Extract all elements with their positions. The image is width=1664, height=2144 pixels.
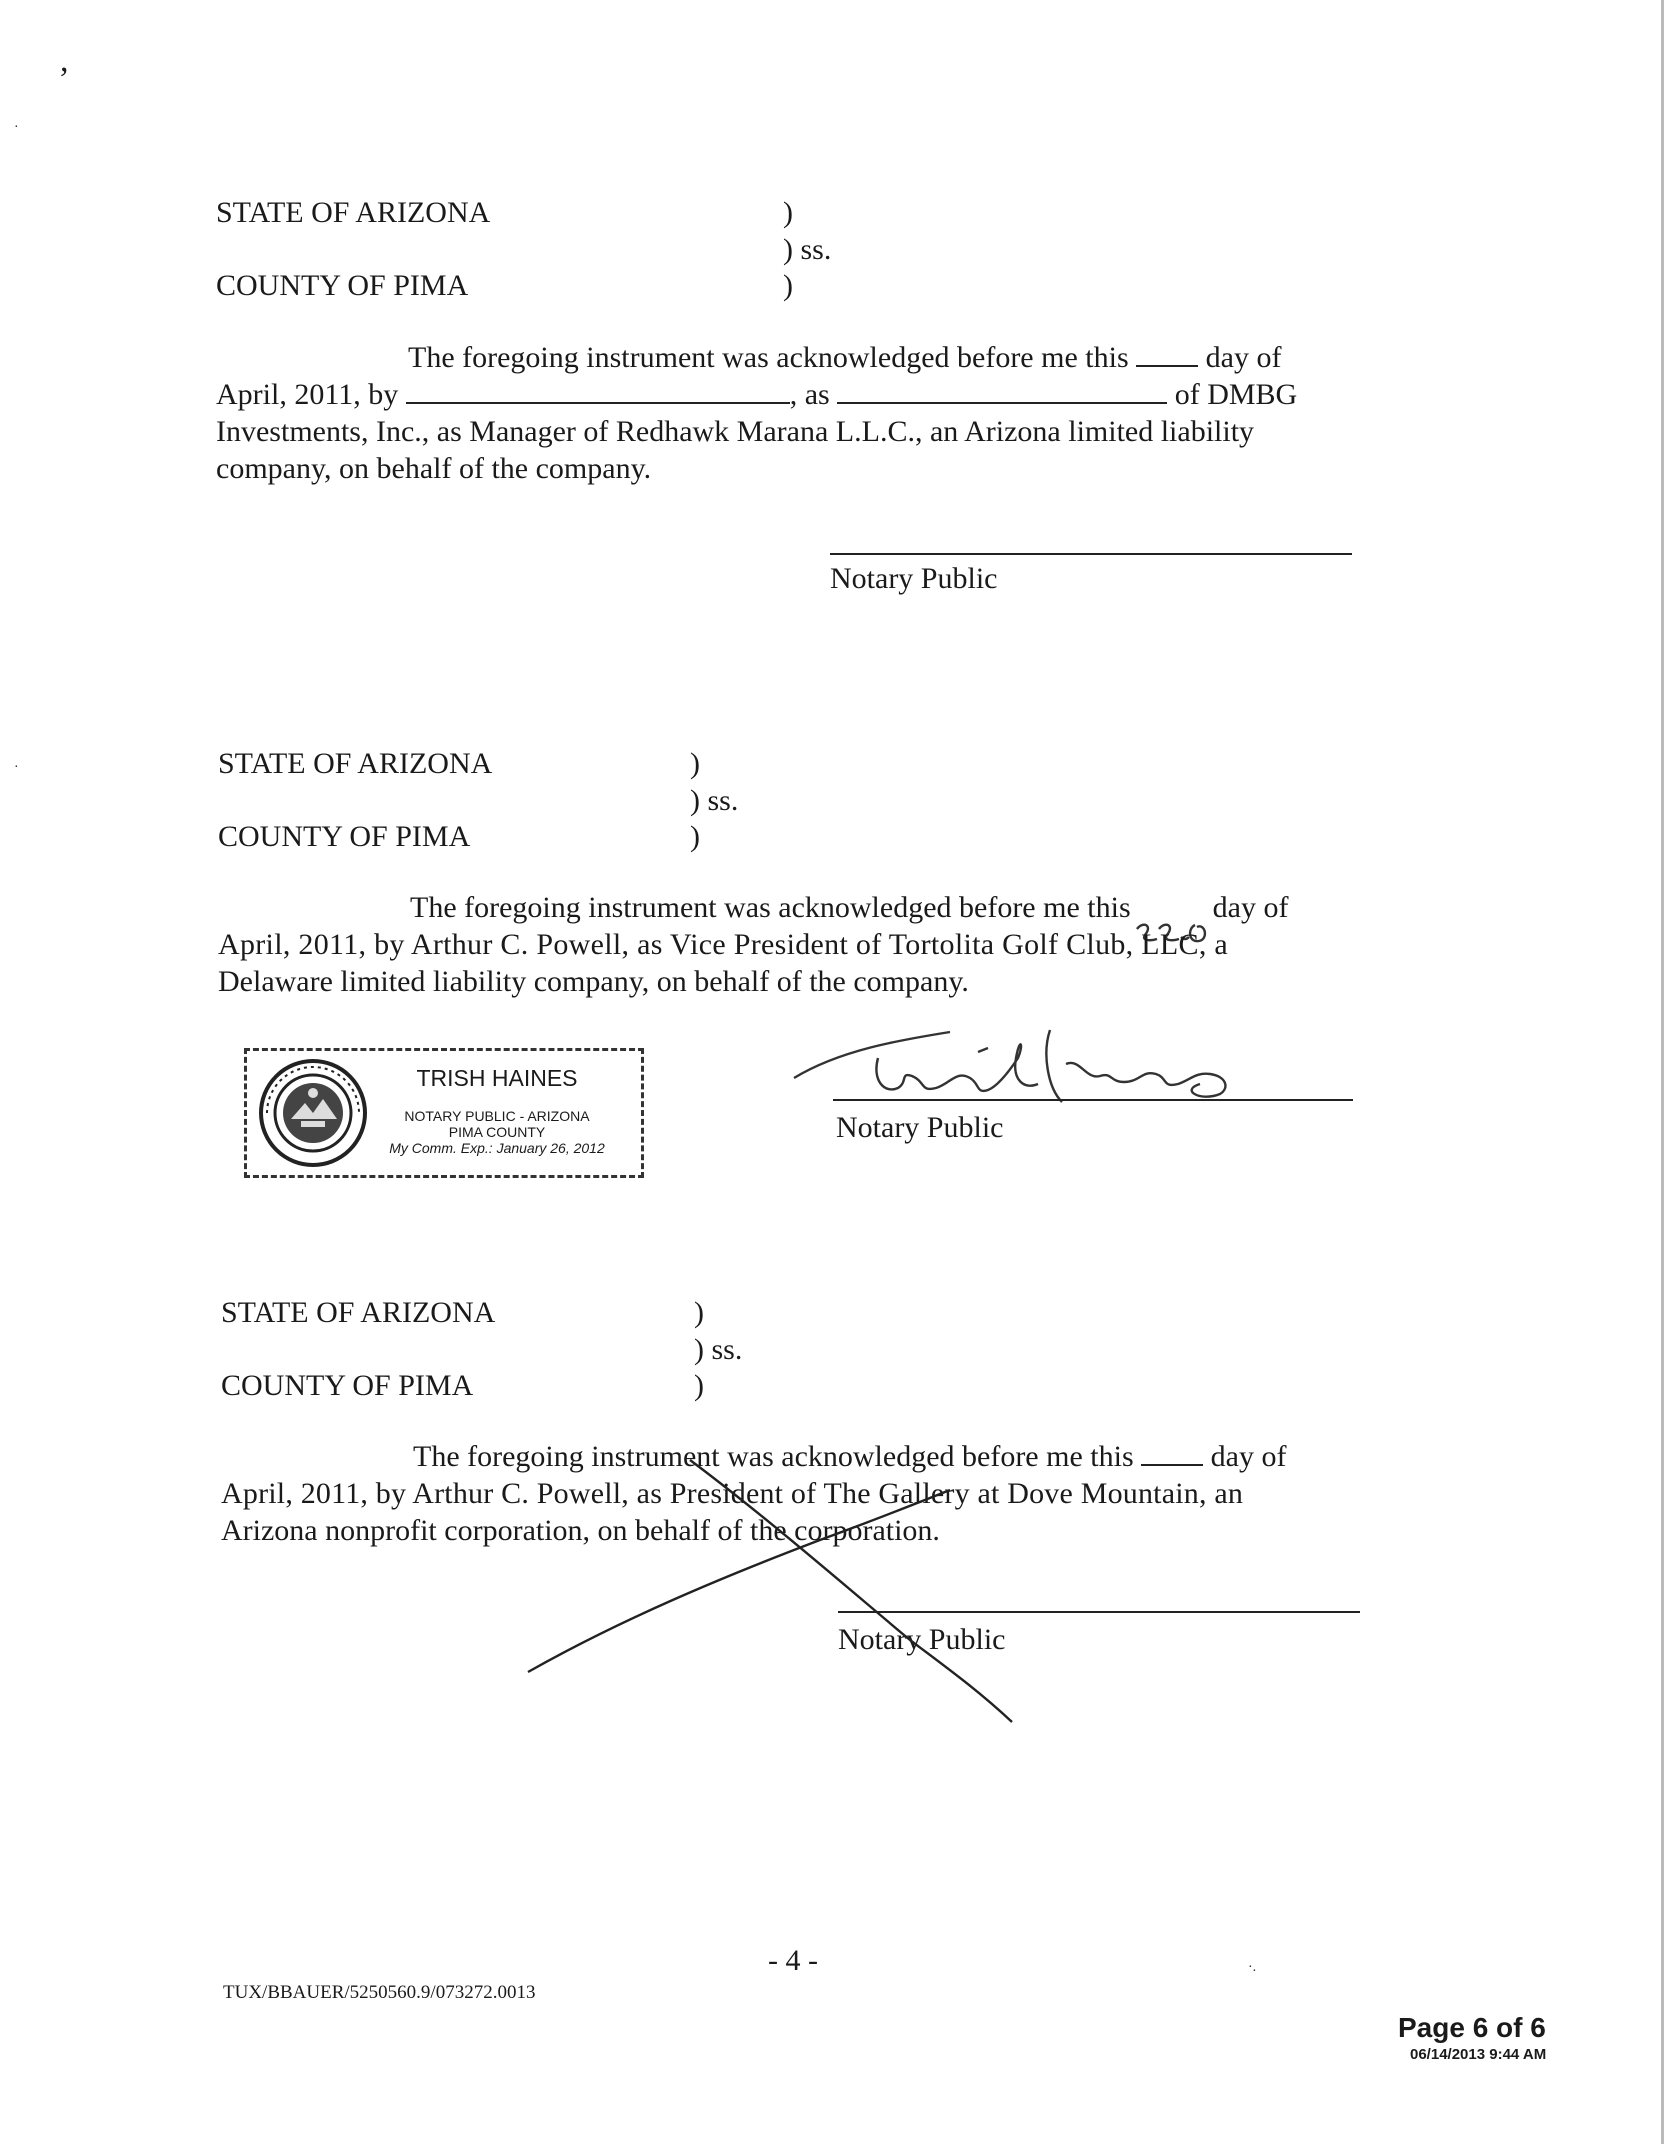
signature-line bbox=[833, 1099, 1353, 1101]
notary-public-label: Notary Public bbox=[838, 1623, 1006, 1656]
ss-label: ) ss. bbox=[690, 784, 739, 817]
ack-as: , as bbox=[789, 378, 830, 411]
scan-mark: ·. bbox=[1248, 1960, 1257, 1975]
ss-label: ) ss. bbox=[694, 1333, 743, 1366]
document-id: TUX/BBAUER/5250560.9/073272.0013 bbox=[223, 1982, 536, 2003]
ack-line-2: April, 2011, by Arthur C. Powell, as President of The Gallery at Dove Mountain, an bbox=[221, 1477, 1244, 1510]
scan-mark: , bbox=[60, 42, 69, 79]
state-label: STATE OF ARIZONA bbox=[218, 747, 493, 780]
page-of-label: Page 6 of 6 bbox=[1398, 2012, 1546, 2043]
ack-intro: The foregoing instrument was acknowledged before me this bbox=[413, 1440, 1134, 1473]
ack-line-1 bbox=[408, 340, 1281, 376]
print-timestamp: 06/14/2013 9:44 AM bbox=[1410, 2046, 1547, 2063]
notary-stamp bbox=[244, 1048, 644, 1178]
ack-line-3: Arizona nonprofit corporation, on behalf of the corporation. bbox=[221, 1514, 940, 1547]
state-label: STATE OF ARIZONA bbox=[221, 1296, 496, 1329]
strike-through-mark bbox=[520, 1430, 1040, 1730]
paren-top: ) bbox=[690, 747, 700, 780]
ack-day-of: day of bbox=[1205, 341, 1282, 374]
ack-line-4: company, on behalf of the company. bbox=[216, 452, 652, 485]
stamp-notary-name: TRISH HAINES bbox=[416, 1065, 578, 1091]
paren-top: ) bbox=[694, 1296, 704, 1329]
notary-public-label: Notary Public bbox=[836, 1111, 1004, 1144]
stamp-commission: My Comm. Exp.: January 26, 2012 bbox=[389, 1140, 605, 1156]
county-label: COUNTY OF PIMA bbox=[221, 1369, 474, 1402]
ack-day-of: day of bbox=[1210, 1440, 1287, 1473]
ack-of-dmbg: of DMBG bbox=[1174, 378, 1298, 411]
ack-day-of: day of bbox=[1212, 891, 1289, 924]
day-blank bbox=[1136, 341, 1198, 367]
ss-label: ) ss. bbox=[783, 233, 832, 266]
stamp-county: PIMA COUNTY bbox=[448, 1124, 546, 1140]
county-label: COUNTY OF PIMA bbox=[218, 820, 471, 853]
ack-line-2: April, 2011, by Arthur C. Powell, as Vice President of Tortolita Golf Club, LLC, a bbox=[218, 928, 1229, 961]
state-label: STATE OF ARIZONA bbox=[216, 196, 491, 229]
paren-bottom: ) bbox=[783, 269, 793, 302]
ack-intro: The foregoing instrument was acknowledged before me this bbox=[410, 891, 1131, 924]
paren-bottom: ) bbox=[694, 1369, 704, 1402]
ack-line-1 bbox=[410, 890, 1288, 926]
paren-top: ) bbox=[783, 196, 793, 229]
name-blank bbox=[406, 378, 790, 404]
signature-line bbox=[830, 553, 1352, 555]
day-blank bbox=[1141, 1440, 1203, 1466]
scan-mark: · bbox=[14, 120, 19, 135]
ack-intro: The foregoing instrument was acknowledged before me this bbox=[408, 341, 1129, 374]
ack-line-3: Delaware limited liability company, on behalf of the company. bbox=[218, 965, 969, 998]
scan-mark: · bbox=[14, 760, 19, 775]
county-label: COUNTY OF PIMA bbox=[216, 269, 469, 302]
page-number: - 4 - bbox=[768, 1944, 818, 1977]
title-blank bbox=[837, 378, 1167, 404]
stamp-title: NOTARY PUBLIC - ARIZONA bbox=[404, 1108, 590, 1124]
ack-line-2 bbox=[216, 377, 1297, 413]
arizona-seal-icon bbox=[257, 1057, 369, 1169]
ack-line2-start: April, 2011, by bbox=[216, 378, 399, 411]
notary-public-label: Notary Public bbox=[830, 562, 998, 595]
ack-line-3: Investments, Inc., as Manager of Redhawk Marana L.L.C., an Arizona limited liability bbox=[216, 415, 1255, 448]
paren-bottom: ) bbox=[690, 820, 700, 853]
